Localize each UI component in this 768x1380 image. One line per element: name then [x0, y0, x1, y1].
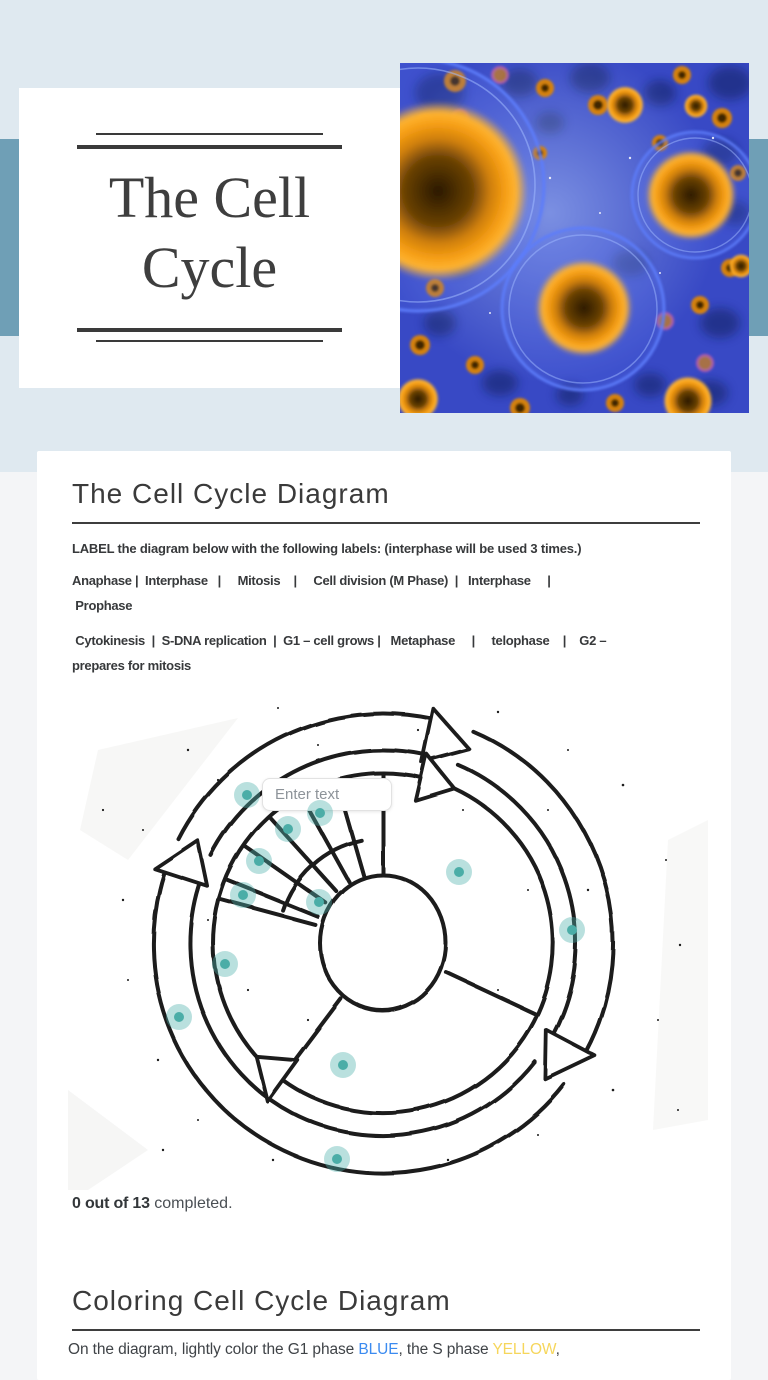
label-marker[interactable] — [234, 782, 260, 808]
progress-status — [72, 1195, 233, 1213]
word-bank-line: Cytokinesis | S-DNA replication | G1 – cell grows | Metaphase | telophase | G2 – — [72, 633, 607, 648]
label-marker[interactable] — [324, 1146, 350, 1172]
label-marker[interactable] — [230, 882, 256, 908]
label-marker-core — [454, 867, 464, 877]
label-marker-core — [283, 824, 293, 834]
label-marker[interactable] — [246, 848, 272, 874]
progress-count: 0 out of 13 — [72, 1195, 150, 1212]
worksheet-title-line2: Cycle — [141, 235, 278, 300]
progress-label: completed. — [149, 1195, 233, 1212]
word-bank-line: Prophase — [72, 598, 133, 613]
title-rule-thin-top — [96, 133, 323, 135]
label-marker[interactable] — [446, 859, 472, 885]
label-marker[interactable] — [330, 1052, 356, 1078]
cells-photo — [400, 63, 749, 413]
label-marker-core — [315, 808, 325, 818]
label-marker[interactable] — [166, 1004, 192, 1030]
label-marker[interactable] — [212, 951, 238, 977]
word-bank-line: prepares for mitosis — [72, 658, 191, 673]
cell-cycle-diagram-image — [68, 690, 708, 1190]
label-marker-core — [238, 890, 248, 900]
label-marker[interactable] — [307, 800, 333, 826]
section-heading-rule-1 — [72, 522, 700, 524]
label-marker-core — [338, 1060, 348, 1070]
label-instruction: LABEL the diagram below with the following labels: (interphase will be used 3 times.) — [72, 541, 582, 556]
word-bank-1 — [72, 568, 551, 618]
label-marker-core — [314, 897, 324, 907]
label-marker-core — [174, 1012, 184, 1022]
worksheet-title — [69, 163, 350, 303]
word-bank-line: Anaphase | Interphase | Mitosis | Cell division (M Phase) | Interphase | — [72, 573, 551, 588]
title-rule-thick-bottom — [77, 328, 342, 332]
word-bank-2 — [72, 628, 606, 678]
label-marker-core — [254, 856, 264, 866]
label-marker-core — [332, 1154, 342, 1164]
paragraph-text: , — [555, 1341, 560, 1358]
label-marker-core — [220, 959, 230, 969]
label-marker[interactable] — [559, 917, 585, 943]
coloring-instruction — [68, 1341, 688, 1359]
worksheet-title-line1: The Cell — [108, 165, 311, 230]
label-marker[interactable] — [306, 889, 332, 915]
title-rule-thick-top — [77, 145, 342, 149]
cell-cycle-diagram — [68, 690, 708, 1190]
paragraph-text: , the S phase — [398, 1341, 493, 1358]
section-heading-rule-2 — [72, 1329, 700, 1331]
title-rule-thin-bottom — [96, 340, 323, 342]
paragraph-text: On the diagram, lightly color the G1 phase — [68, 1341, 359, 1358]
label-marker-core — [242, 790, 252, 800]
section-heading-coloring: Coloring Cell Cycle Diagram — [72, 1285, 451, 1316]
color-word: BLUE — [358, 1341, 399, 1358]
label-marker[interactable] — [275, 816, 301, 842]
color-word: YELLOW — [492, 1341, 556, 1358]
label-marker-core — [567, 925, 577, 935]
section-heading-label-diagram: The Cell Cycle Diagram — [72, 478, 390, 509]
